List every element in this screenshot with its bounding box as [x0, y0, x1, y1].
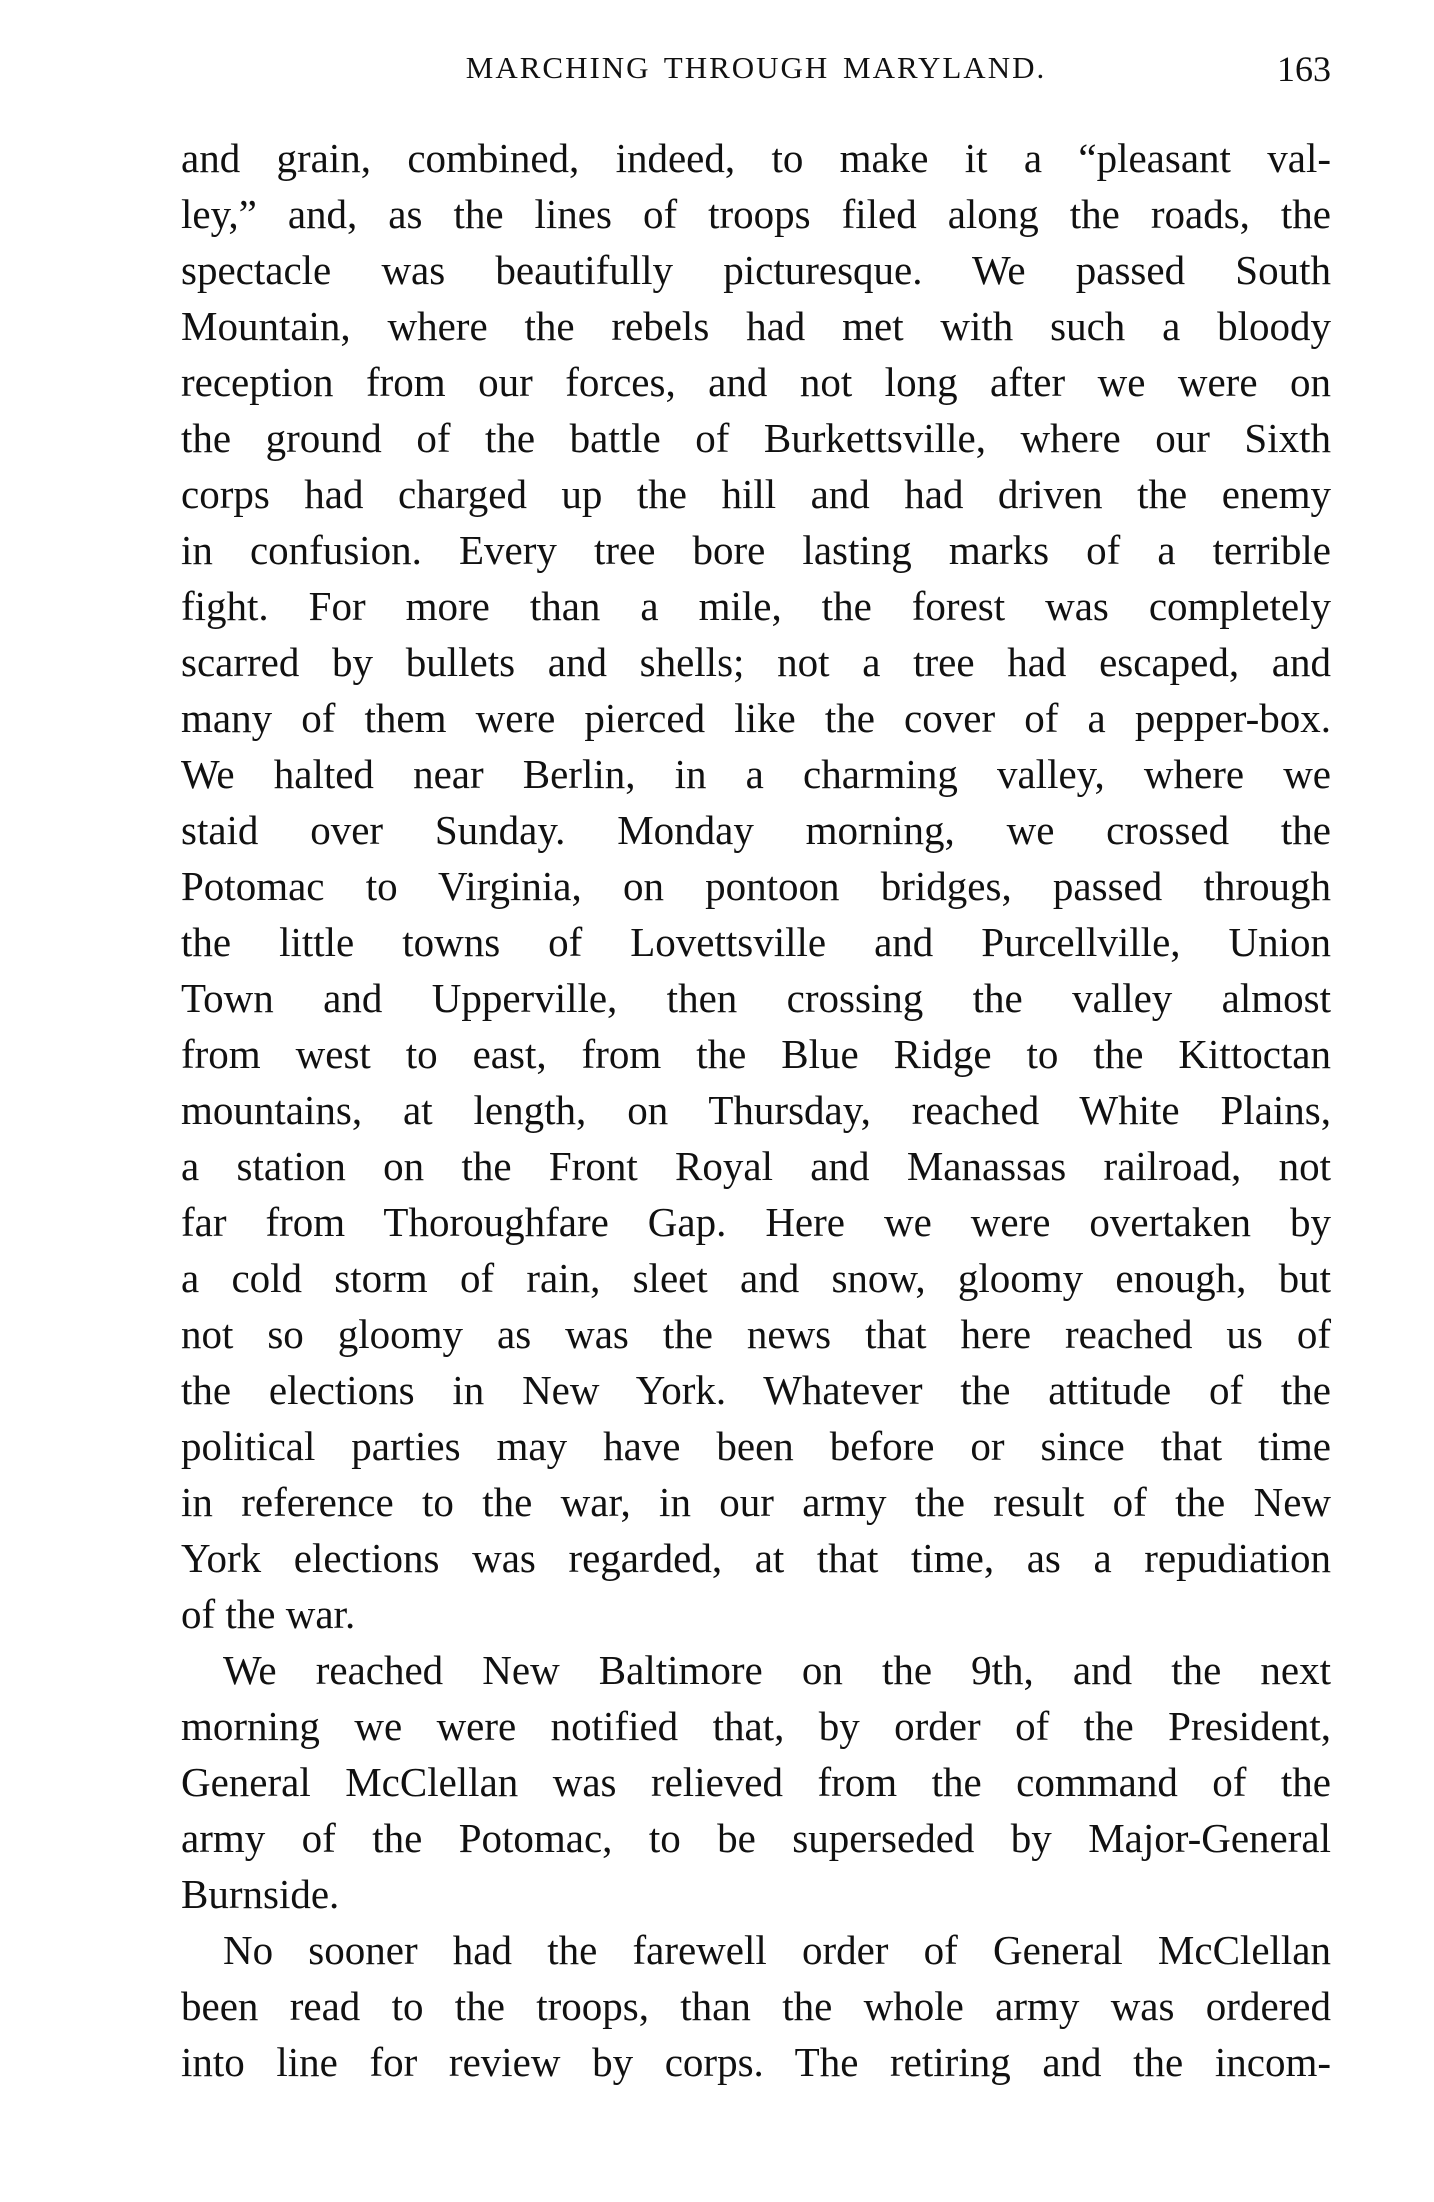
text-line: been read to the troops, than the whole army was ordered — [181, 1983, 1331, 2029]
book-page — [181, 50, 1331, 2090]
text-line: into line for review by corps. The retiring and the incom- — [181, 2039, 1331, 2085]
text-line: staid over Sunday. Monday morning, we crossed the — [181, 807, 1331, 853]
text-line: spectacle was beautifully picturesque. We passed South — [181, 247, 1331, 293]
text-line: the ground of the battle of Burkettsville, where our Sixth — [181, 415, 1331, 461]
text-line: Burnside. — [181, 1871, 340, 1917]
text-line: in reference to the war, in our army the result of the New — [181, 1479, 1331, 1525]
text-line: fight. For more than a mile, the forest was completely — [181, 583, 1331, 629]
text-line: a station on the Front Royal and Manassas railroad, not — [181, 1143, 1331, 1189]
text-line: We reached New Baltimore on the 9th, and the next — [223, 1647, 1331, 1693]
text-line: corps had charged up the hill and had driven the enemy — [181, 471, 1331, 517]
text-line: reception from our forces, and not long after we were on — [181, 359, 1331, 405]
text-line: morning we were notified that, by order of the President, — [181, 1703, 1331, 1749]
running-head — [181, 50, 1331, 110]
text-line: mountains, at length, on Thursday, reached White Plains, — [181, 1087, 1331, 1133]
text-line: scarred by bullets and shells; not a tree had escaped, and — [181, 639, 1331, 685]
text-line: General McClellan was relieved from the command of the — [181, 1759, 1331, 1805]
text-line: We halted near Berlin, in a charming valley, where we — [181, 751, 1331, 797]
text-line: Town and Upperville, then crossing the valley almost — [181, 975, 1331, 1021]
text-line: far from Thoroughfare Gap. Here we were overtaken by — [181, 1199, 1331, 1245]
text-line: army of the Potomac, to be superseded by Major-General — [181, 1815, 1331, 1861]
paragraph — [181, 1642, 1331, 1922]
text-line: not so gloomy as was the news that here reached us of — [181, 1311, 1331, 1357]
text-line: the elections in New York. Whatever the attitude of the — [181, 1367, 1331, 1413]
text-line: No sooner had the farewell order of General McClellan — [223, 1927, 1331, 1973]
running-title: MARCHING THROUGH MARYLAND. — [465, 50, 1047, 85]
text-line: political parties may have been before or since that time — [181, 1423, 1331, 1469]
text-line: of the war. — [181, 1591, 356, 1637]
page-number: 163 — [1277, 49, 1331, 89]
text-line: York elections was regarded, at that time, as a repudiation — [181, 1535, 1331, 1581]
body-text — [181, 130, 1331, 2090]
text-line: and grain, combined, indeed, to make it a “pleasant val- — [181, 135, 1331, 181]
text-line: the little towns of Lovettsville and Purcellville, Union — [181, 919, 1331, 965]
text-line: from west to east, from the Blue Ridge to the Kittoctan — [181, 1031, 1331, 1077]
text-line: Potomac to Virginia, on pontoon bridges, passed through — [181, 863, 1331, 909]
text-line: in confusion. Every tree bore lasting marks of a terrible — [181, 527, 1331, 573]
text-line: ley,” and, as the lines of troops filed along the roads, the — [181, 191, 1331, 237]
text-line: Mountain, where the rebels had met with such a bloody — [181, 303, 1331, 349]
text-line: a cold storm of rain, sleet and snow, gloomy enough, but — [181, 1255, 1331, 1301]
paragraph — [181, 130, 1331, 1642]
text-line: many of them were pierced like the cover of a pepper-box. — [181, 695, 1331, 741]
paragraph — [181, 1922, 1331, 2090]
